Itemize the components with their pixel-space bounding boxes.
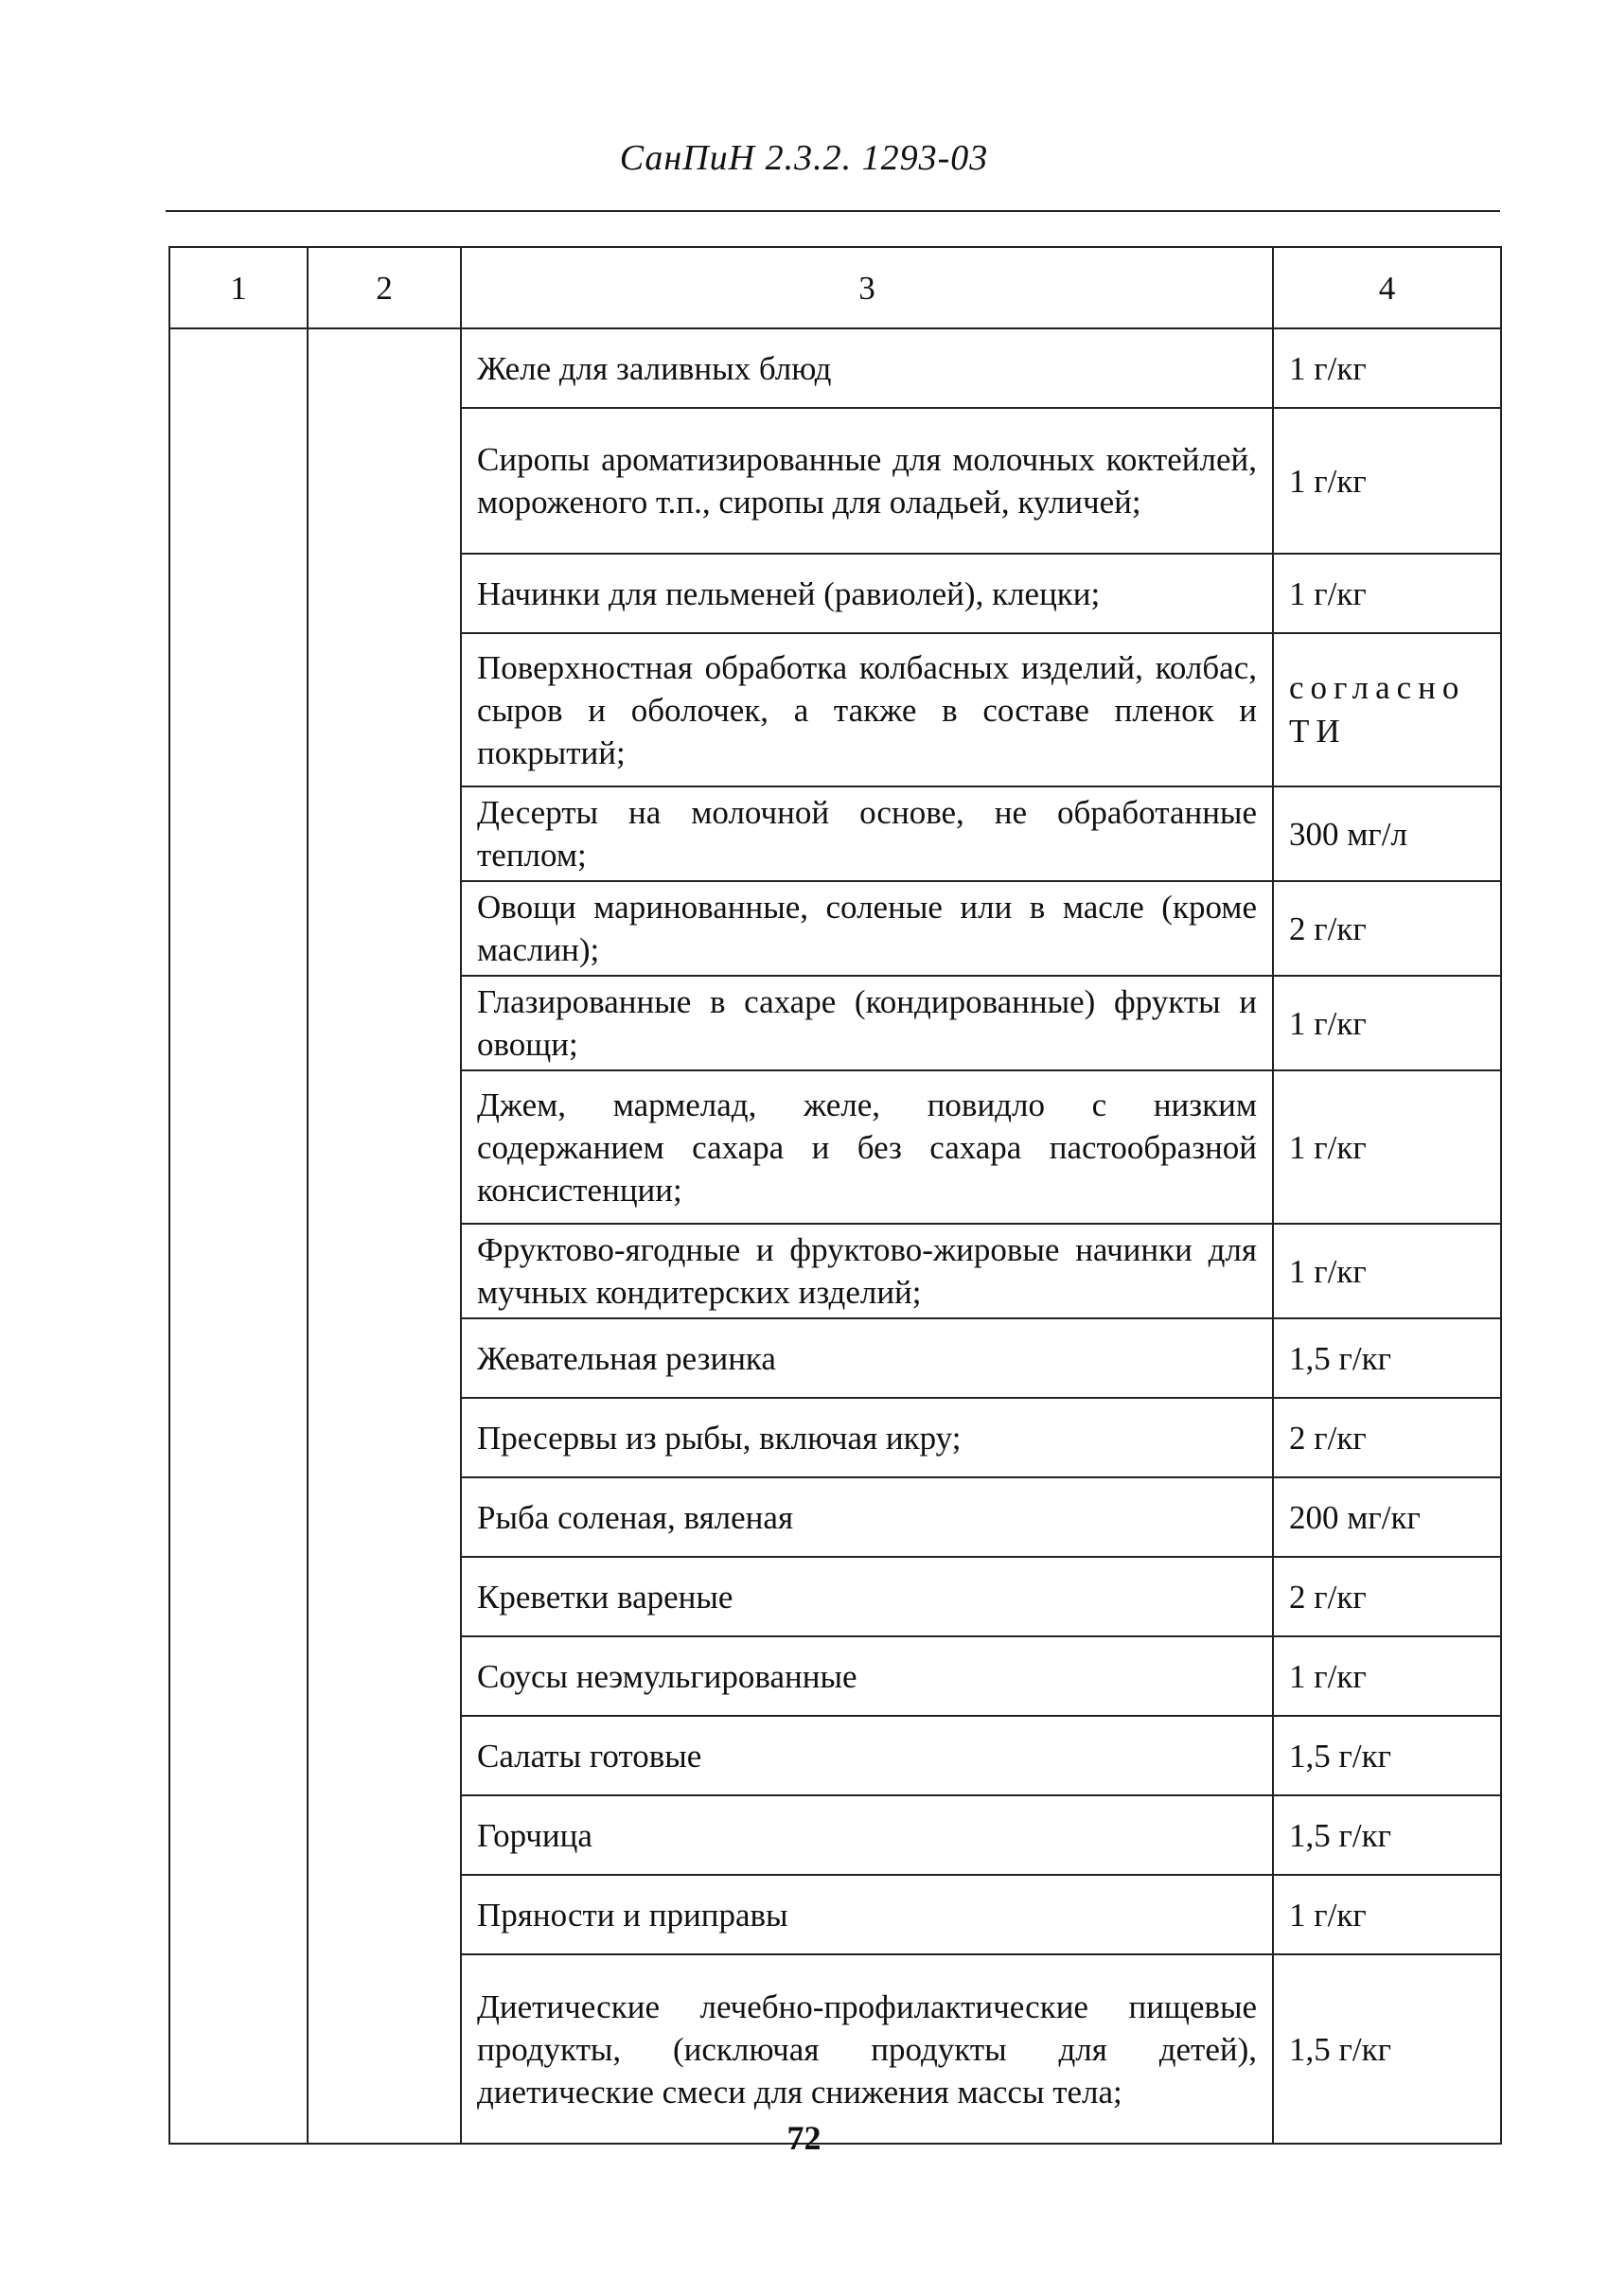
value-cell: 1 г/кг xyxy=(1273,1636,1501,1716)
value-cell: 1,5 г/кг xyxy=(1273,1318,1501,1398)
product-cell: Креветки вареные xyxy=(461,1557,1273,1636)
product-cell: Овощи маринованные, соленые или в масле (кроме маслин); xyxy=(461,881,1273,976)
value-cell: 2 г/кг xyxy=(1273,1398,1501,1477)
value-cell: 200 мг/кг xyxy=(1273,1477,1501,1557)
product-cell: Пресервы из рыбы, включая икру; xyxy=(461,1398,1273,1477)
product-cell: Сиропы ароматизированные для молочных коктейлей, мороженого т.п., сиропы для оладьей, куличей; xyxy=(461,408,1273,554)
product-cell: Жевательная резинка xyxy=(461,1318,1273,1398)
product-cell: Пряности и приправы xyxy=(461,1875,1273,1954)
product-cell: Соусы неэмульгированные xyxy=(461,1636,1273,1716)
value-cell: 1 г/кг xyxy=(1273,554,1501,633)
page-header-title: СанПиН 2.3.2. 1293-03 xyxy=(619,138,989,178)
value-cell: согласно ТИ xyxy=(1273,633,1501,786)
value-cell: 1,5 г/кг xyxy=(1273,1795,1501,1875)
table-row xyxy=(169,328,1501,408)
product-cell: Желе для заливных блюд xyxy=(461,328,1273,408)
value-cell: 2 г/кг xyxy=(1273,881,1501,976)
value-cell: 1 г/кг xyxy=(1273,1224,1501,1318)
additives-table xyxy=(168,246,1502,2145)
value-cell: 1 г/кг xyxy=(1273,408,1501,554)
header-divider xyxy=(166,210,1500,212)
product-cell: Джем, мармелад, желе, повидло с низким содержанием сахара и без сахара пастообразной консистенции; xyxy=(461,1070,1273,1224)
column-header-1: 1 xyxy=(169,247,308,328)
product-cell: Рыба соленая, вяленая xyxy=(461,1477,1273,1557)
table-column-header-row xyxy=(169,247,1501,328)
column-header-3: 3 xyxy=(461,247,1273,328)
value-cell: 1 г/кг xyxy=(1273,976,1501,1070)
value-cell: 1,5 г/кг xyxy=(1273,1954,1501,2144)
product-cell: Горчица xyxy=(461,1795,1273,1875)
value-cell: 2 г/кг xyxy=(1273,1557,1501,1636)
column-header-2: 2 xyxy=(308,247,461,328)
column-2-cell xyxy=(308,328,461,2144)
product-cell: Поверхностная обработка колбасных изделий, колбас, сыров и оболочек, а также в составе пленок и покрытий; xyxy=(461,633,1273,786)
page-number: 72 xyxy=(786,2119,822,2157)
value-cell: 1 г/кг xyxy=(1273,1875,1501,1954)
product-cell: Десерты на молочной основе, не обработанные теплом; xyxy=(461,786,1273,881)
column-1-cell xyxy=(169,328,308,2144)
product-cell: Салаты готовые xyxy=(461,1716,1273,1795)
value-cell: 1 г/кг xyxy=(1273,1070,1501,1224)
product-cell: Начинки для пельменей (равиолей), клецки; xyxy=(461,554,1273,633)
value-cell: 1 г/кг xyxy=(1273,328,1501,408)
value-cell: 300 мг/л xyxy=(1273,786,1501,881)
product-cell: Фруктово-ягодные и фруктово-жировые начинки для мучных кондитерских изделий; xyxy=(461,1224,1273,1318)
column-header-4: 4 xyxy=(1273,247,1501,328)
product-cell: Диетические лечебно-профилактические пищевые продукты, (исключая продукты для детей), диетические смеси для снижения массы тела; xyxy=(461,1954,1273,2144)
product-cell: Глазированные в сахаре (кондированные) фрукты и овощи; xyxy=(461,976,1273,1070)
value-cell: 1,5 г/кг xyxy=(1273,1716,1501,1795)
